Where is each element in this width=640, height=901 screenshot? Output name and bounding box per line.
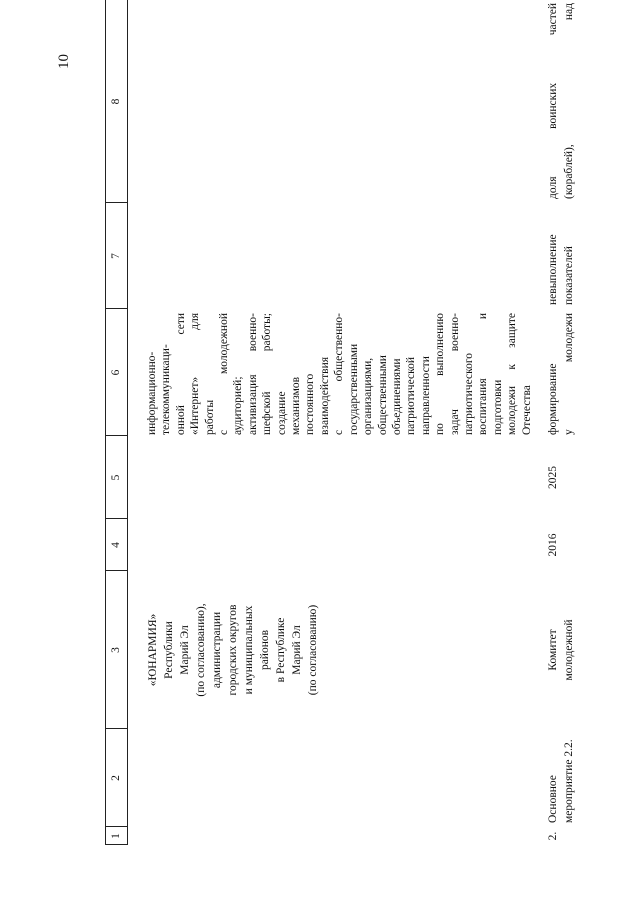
word: постоянного	[304, 373, 317, 435]
text-line	[419, 313, 433, 435]
word: молодежи	[563, 313, 575, 363]
word: объединениями	[390, 358, 403, 435]
word: организациями,	[362, 357, 375, 435]
word: задач	[448, 409, 461, 435]
word: молодежи	[506, 385, 519, 435]
word: Отечества	[520, 385, 533, 435]
text-line	[332, 313, 346, 435]
word: «Интернет»	[189, 376, 202, 435]
text-line	[376, 313, 390, 435]
row2-consequence: невыполнение показателей	[547, 234, 575, 305]
word: создание	[275, 391, 288, 435]
text-line	[303, 313, 317, 435]
text-line	[404, 313, 418, 435]
word: государственными	[347, 343, 360, 435]
text-line	[275, 313, 289, 435]
text-line	[347, 313, 361, 435]
word: активизация	[246, 374, 259, 435]
row2-indicator	[545, 3, 577, 199]
text-line	[217, 313, 231, 435]
word: воинских	[547, 82, 559, 129]
header-col-3: 3	[110, 647, 122, 653]
word: с	[333, 429, 346, 435]
text-line	[246, 313, 260, 435]
word: воспитания	[477, 378, 490, 435]
word: по	[434, 423, 447, 435]
text-line	[505, 313, 519, 435]
header-col-2: 2	[110, 775, 122, 781]
word: аудиторией;	[232, 376, 245, 435]
text-line	[231, 313, 245, 435]
word: сети	[174, 313, 187, 335]
text-line	[448, 313, 462, 435]
word: информационно-	[146, 351, 158, 435]
text-line	[159, 313, 173, 435]
header-col-8: 8	[110, 98, 122, 105]
text-line	[433, 313, 447, 435]
text-line	[520, 313, 534, 435]
row2-start-year: 2016	[547, 533, 559, 557]
word: частей	[547, 3, 559, 36]
table-top-border	[105, 0, 106, 845]
text-line	[260, 313, 274, 435]
word: над	[563, 3, 575, 21]
word: доля	[547, 176, 559, 199]
header-col-5: 5	[110, 474, 122, 481]
row2-name: Основное мероприятие 2.2.	[547, 739, 575, 823]
word: выполнению	[434, 313, 447, 376]
word: механизмов	[290, 376, 303, 435]
text-line	[545, 3, 561, 199]
expected-result-cell-continued	[145, 313, 534, 435]
word: и	[477, 313, 490, 320]
text-line	[318, 313, 332, 435]
text-line	[491, 313, 505, 435]
row2-end-year: 2025	[547, 466, 559, 489]
word: патриотической	[405, 357, 418, 435]
word: работы	[203, 399, 216, 435]
header-col-1: 1	[110, 833, 122, 839]
row2-result	[545, 313, 577, 435]
text-line	[174, 313, 188, 435]
header-col-7: 7	[110, 253, 122, 259]
row2-executor: Комитет молодежной	[547, 619, 575, 681]
word: для	[189, 313, 202, 330]
text-line	[390, 313, 404, 435]
page-number: 10	[56, 54, 72, 69]
word: у	[563, 429, 575, 435]
word: патриотического	[462, 352, 475, 435]
word: взаимодействия	[318, 356, 331, 435]
text-line	[561, 313, 577, 435]
executor-cell-continued: «ЮНАРМИЯ» Республики Марий Эл (по согласованию), администрации городских округов и муниципальных районов в Республике Марий Эл (по согласованию)	[147, 603, 319, 697]
row2-number: 2.	[547, 831, 559, 841]
word: формирование	[547, 363, 559, 435]
word: работы;	[261, 313, 274, 352]
text-line	[188, 313, 202, 435]
word: телекоммуникаци-	[160, 344, 173, 435]
text-line	[203, 313, 217, 435]
text-line	[545, 313, 561, 435]
text-line	[462, 313, 476, 435]
word: шефской	[261, 391, 274, 435]
text-line	[561, 3, 577, 199]
word: онной	[174, 405, 187, 435]
word: к	[506, 364, 519, 370]
word: общественными	[376, 355, 389, 435]
word: подготовки	[491, 379, 504, 435]
header-col-4: 4	[110, 542, 122, 548]
word: общественно-	[333, 313, 346, 382]
word: военно-	[448, 313, 461, 352]
word: военно-	[246, 313, 259, 352]
text-line	[289, 313, 303, 435]
word: направленности	[419, 356, 432, 435]
text-line	[476, 313, 490, 435]
word: молодежной	[218, 313, 231, 374]
word: (кораблей),	[563, 144, 575, 199]
word: с	[218, 429, 231, 435]
word: защите	[506, 313, 519, 348]
text-line	[145, 313, 159, 435]
header-col-6: 6	[110, 369, 122, 376]
text-line	[361, 313, 375, 435]
table-header-bottom-border	[127, 0, 128, 845]
